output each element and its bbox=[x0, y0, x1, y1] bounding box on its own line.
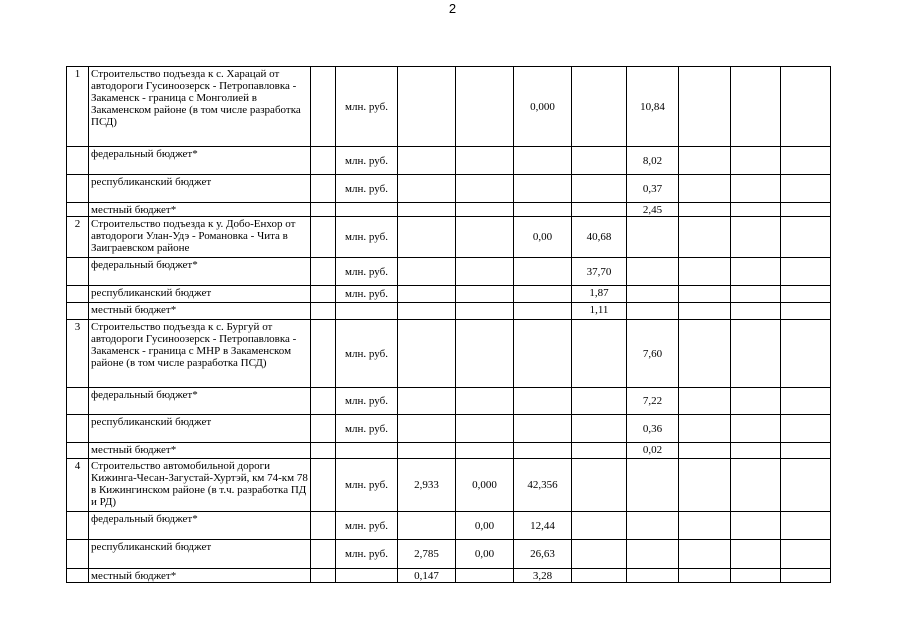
value-cell bbox=[731, 303, 781, 320]
spacer-cell bbox=[311, 217, 336, 258]
row-number bbox=[67, 303, 89, 320]
value-cell bbox=[731, 217, 781, 258]
item-name: местный бюджет* bbox=[89, 569, 311, 583]
value-cell: 0,00 bbox=[456, 540, 514, 569]
unit-cell: млн. руб. bbox=[336, 459, 398, 512]
table-row bbox=[67, 443, 831, 459]
item-name: федеральный бюджет* bbox=[89, 388, 311, 415]
value-cell: 2,785 bbox=[398, 540, 456, 569]
value-cell bbox=[781, 443, 831, 459]
value-cell bbox=[572, 320, 627, 388]
spacer-cell bbox=[311, 388, 336, 415]
value-cell bbox=[679, 512, 731, 540]
value-cell bbox=[731, 258, 781, 286]
spacer-cell bbox=[311, 569, 336, 583]
value-cell bbox=[627, 303, 679, 320]
value-cell: 8,02 bbox=[627, 147, 679, 175]
value-cell bbox=[781, 569, 831, 583]
value-cell bbox=[398, 175, 456, 203]
unit-cell bbox=[336, 303, 398, 320]
value-cell bbox=[679, 443, 731, 459]
spacer-cell bbox=[311, 258, 336, 286]
value-cell: 2,45 bbox=[627, 203, 679, 217]
item-name: Строительство подъезда к с. Харацай от автодороги Гусиноозерск - Петропавловка - Закаменск - граница с Монголией в Закаменском районе (в том числе разработка ПСД) bbox=[89, 67, 311, 147]
row-number: 3 bbox=[67, 320, 89, 388]
value-cell bbox=[514, 388, 572, 415]
value-cell bbox=[398, 320, 456, 388]
value-cell: 42,356 bbox=[514, 459, 572, 512]
value-cell bbox=[398, 67, 456, 147]
spacer-cell bbox=[311, 286, 336, 303]
value-cell bbox=[627, 217, 679, 258]
value-cell bbox=[781, 388, 831, 415]
value-cell bbox=[456, 286, 514, 303]
table-row bbox=[67, 459, 831, 512]
table-row bbox=[67, 512, 831, 540]
value-cell bbox=[731, 388, 781, 415]
value-cell bbox=[514, 258, 572, 286]
value-cell bbox=[398, 415, 456, 443]
table-row bbox=[67, 67, 831, 147]
spacer-cell bbox=[311, 415, 336, 443]
table-row bbox=[67, 203, 831, 217]
value-cell bbox=[456, 147, 514, 175]
item-name: федеральный бюджет* bbox=[89, 512, 311, 540]
item-name: республиканский бюджет bbox=[89, 540, 311, 569]
value-cell bbox=[456, 258, 514, 286]
value-cell bbox=[627, 569, 679, 583]
row-number bbox=[67, 286, 89, 303]
table-row bbox=[67, 415, 831, 443]
value-cell bbox=[731, 415, 781, 443]
value-cell bbox=[731, 203, 781, 217]
row-number bbox=[67, 203, 89, 217]
row-number bbox=[67, 415, 89, 443]
value-cell bbox=[781, 67, 831, 147]
value-cell: 1,11 bbox=[572, 303, 627, 320]
item-name: республиканский бюджет bbox=[89, 415, 311, 443]
page-number: 2 bbox=[448, 1, 457, 16]
value-cell bbox=[514, 175, 572, 203]
value-cell bbox=[572, 443, 627, 459]
spacer-cell bbox=[311, 67, 336, 147]
value-cell bbox=[781, 217, 831, 258]
item-name: республиканский бюджет bbox=[89, 175, 311, 203]
value-cell bbox=[456, 320, 514, 388]
value-cell bbox=[398, 388, 456, 415]
table-row bbox=[67, 303, 831, 320]
value-cell bbox=[731, 512, 781, 540]
value-cell: 7,22 bbox=[627, 388, 679, 415]
value-cell bbox=[456, 569, 514, 583]
value-cell bbox=[514, 303, 572, 320]
unit-cell: млн. руб. bbox=[336, 217, 398, 258]
value-cell bbox=[781, 320, 831, 388]
value-cell bbox=[679, 459, 731, 512]
value-cell bbox=[398, 512, 456, 540]
value-cell bbox=[398, 286, 456, 303]
value-cell bbox=[398, 147, 456, 175]
unit-cell: млн. руб. bbox=[336, 512, 398, 540]
value-cell bbox=[731, 147, 781, 175]
value-cell bbox=[572, 388, 627, 415]
value-cell bbox=[398, 258, 456, 286]
value-cell bbox=[456, 203, 514, 217]
value-cell: 0,36 bbox=[627, 415, 679, 443]
table-row bbox=[67, 147, 831, 175]
item-name: республиканский бюджет bbox=[89, 286, 311, 303]
value-cell bbox=[679, 540, 731, 569]
value-cell bbox=[398, 303, 456, 320]
unit-cell: млн. руб. bbox=[336, 320, 398, 388]
value-cell bbox=[679, 286, 731, 303]
unit-cell: млн. руб. bbox=[336, 175, 398, 203]
value-cell bbox=[456, 388, 514, 415]
value-cell bbox=[781, 303, 831, 320]
item-name: Строительство автомобильной дороги Кижинга-Чесан-Загустай-Хуртэй, км 74-км 78 в Кижингинском районе (в т.ч. разработка ПД и РД) bbox=[89, 459, 311, 512]
value-cell bbox=[731, 569, 781, 583]
row-number bbox=[67, 388, 89, 415]
value-cell bbox=[679, 258, 731, 286]
value-cell bbox=[572, 512, 627, 540]
unit-cell: млн. руб. bbox=[336, 286, 398, 303]
value-cell: 0,00 bbox=[456, 512, 514, 540]
value-cell bbox=[572, 459, 627, 512]
value-cell bbox=[572, 67, 627, 147]
spacer-cell bbox=[311, 459, 336, 512]
value-cell bbox=[781, 147, 831, 175]
value-cell: 0,147 bbox=[398, 569, 456, 583]
row-number bbox=[67, 443, 89, 459]
spacer-cell bbox=[311, 175, 336, 203]
row-number bbox=[67, 175, 89, 203]
unit-cell: млн. руб. bbox=[336, 415, 398, 443]
value-cell bbox=[572, 147, 627, 175]
value-cell: 7,60 bbox=[627, 320, 679, 388]
row-number bbox=[67, 569, 89, 583]
value-cell bbox=[456, 175, 514, 203]
unit-cell bbox=[336, 203, 398, 217]
unit-cell: млн. руб. bbox=[336, 540, 398, 569]
table-row bbox=[67, 569, 831, 583]
value-cell bbox=[679, 147, 731, 175]
budget-table-body bbox=[67, 67, 831, 583]
row-number bbox=[67, 147, 89, 175]
value-cell bbox=[514, 147, 572, 175]
unit-cell: млн. руб. bbox=[336, 67, 398, 147]
value-cell bbox=[731, 540, 781, 569]
spacer-cell bbox=[311, 320, 336, 388]
value-cell bbox=[398, 443, 456, 459]
item-name: местный бюджет* bbox=[89, 203, 311, 217]
unit-cell: млн. руб. bbox=[336, 147, 398, 175]
table-row bbox=[67, 258, 831, 286]
value-cell: 0,000 bbox=[456, 459, 514, 512]
item-name: Строительство подъезда к с. Бургуй от автодороги Гусиноозерск - Петропавловка - Закаменск - граница с МНР в Закаменском районе (в том числе разработка ПСД) bbox=[89, 320, 311, 388]
row-number bbox=[67, 258, 89, 286]
value-cell: 0,000 bbox=[514, 67, 572, 147]
value-cell: 3,28 bbox=[514, 569, 572, 583]
value-cell bbox=[514, 203, 572, 217]
table-row bbox=[67, 175, 831, 203]
value-cell bbox=[514, 286, 572, 303]
value-cell bbox=[679, 217, 731, 258]
unit-cell bbox=[336, 443, 398, 459]
table-row bbox=[67, 540, 831, 569]
value-cell bbox=[679, 203, 731, 217]
value-cell bbox=[679, 415, 731, 443]
item-name: местный бюджет* bbox=[89, 443, 311, 459]
spacer-cell bbox=[311, 512, 336, 540]
item-name: Строительство подъезда к у. Добо-Енхор от автодороги Улан-Удэ - Романовка - Чита в Заиграевском районе bbox=[89, 217, 311, 258]
value-cell bbox=[679, 569, 731, 583]
value-cell bbox=[456, 303, 514, 320]
value-cell bbox=[679, 175, 731, 203]
value-cell: 0,37 bbox=[627, 175, 679, 203]
value-cell: 10,84 bbox=[627, 67, 679, 147]
table-row bbox=[67, 217, 831, 258]
value-cell bbox=[456, 67, 514, 147]
table-row bbox=[67, 286, 831, 303]
value-cell bbox=[456, 217, 514, 258]
value-cell bbox=[781, 540, 831, 569]
value-cell: 26,63 bbox=[514, 540, 572, 569]
value-cell bbox=[781, 258, 831, 286]
value-cell bbox=[456, 443, 514, 459]
value-cell bbox=[731, 175, 781, 203]
value-cell bbox=[679, 320, 731, 388]
unit-cell bbox=[336, 569, 398, 583]
value-cell bbox=[781, 512, 831, 540]
value-cell: 12,44 bbox=[514, 512, 572, 540]
value-cell bbox=[781, 415, 831, 443]
value-cell: 37,70 bbox=[572, 258, 627, 286]
value-cell: 2,933 bbox=[398, 459, 456, 512]
value-cell bbox=[572, 540, 627, 569]
value-cell bbox=[679, 67, 731, 147]
value-cell bbox=[514, 443, 572, 459]
value-cell bbox=[514, 320, 572, 388]
value-cell bbox=[781, 203, 831, 217]
item-name: федеральный бюджет* bbox=[89, 258, 311, 286]
value-cell bbox=[627, 459, 679, 512]
row-number: 4 bbox=[67, 459, 89, 512]
value-cell: 40,68 bbox=[572, 217, 627, 258]
value-cell bbox=[514, 415, 572, 443]
value-cell bbox=[731, 459, 781, 512]
spacer-cell bbox=[311, 147, 336, 175]
row-number: 1 bbox=[67, 67, 89, 147]
value-cell bbox=[781, 286, 831, 303]
value-cell bbox=[572, 203, 627, 217]
value-cell bbox=[731, 67, 781, 147]
value-cell bbox=[572, 415, 627, 443]
value-cell bbox=[398, 203, 456, 217]
unit-cell: млн. руб. bbox=[336, 388, 398, 415]
value-cell bbox=[572, 175, 627, 203]
value-cell bbox=[398, 217, 456, 258]
row-number: 2 bbox=[67, 217, 89, 258]
value-cell bbox=[456, 415, 514, 443]
spacer-cell bbox=[311, 540, 336, 569]
value-cell: 1,87 bbox=[572, 286, 627, 303]
row-number bbox=[67, 512, 89, 540]
budget-table bbox=[66, 66, 831, 583]
value-cell bbox=[627, 540, 679, 569]
value-cell: 0,02 bbox=[627, 443, 679, 459]
value-cell bbox=[572, 569, 627, 583]
value-cell bbox=[627, 512, 679, 540]
table-row bbox=[67, 388, 831, 415]
row-number bbox=[67, 540, 89, 569]
value-cell bbox=[781, 459, 831, 512]
table-row bbox=[67, 320, 831, 388]
spacer-cell bbox=[311, 203, 336, 217]
item-name: федеральный бюджет* bbox=[89, 147, 311, 175]
spacer-cell bbox=[311, 443, 336, 459]
value-cell: 0,00 bbox=[514, 217, 572, 258]
value-cell bbox=[781, 175, 831, 203]
value-cell bbox=[627, 286, 679, 303]
unit-cell: млн. руб. bbox=[336, 258, 398, 286]
value-cell bbox=[731, 443, 781, 459]
value-cell bbox=[731, 286, 781, 303]
value-cell bbox=[679, 388, 731, 415]
value-cell bbox=[627, 258, 679, 286]
item-name: местный бюджет* bbox=[89, 303, 311, 320]
spacer-cell bbox=[311, 303, 336, 320]
value-cell bbox=[731, 320, 781, 388]
value-cell bbox=[679, 303, 731, 320]
